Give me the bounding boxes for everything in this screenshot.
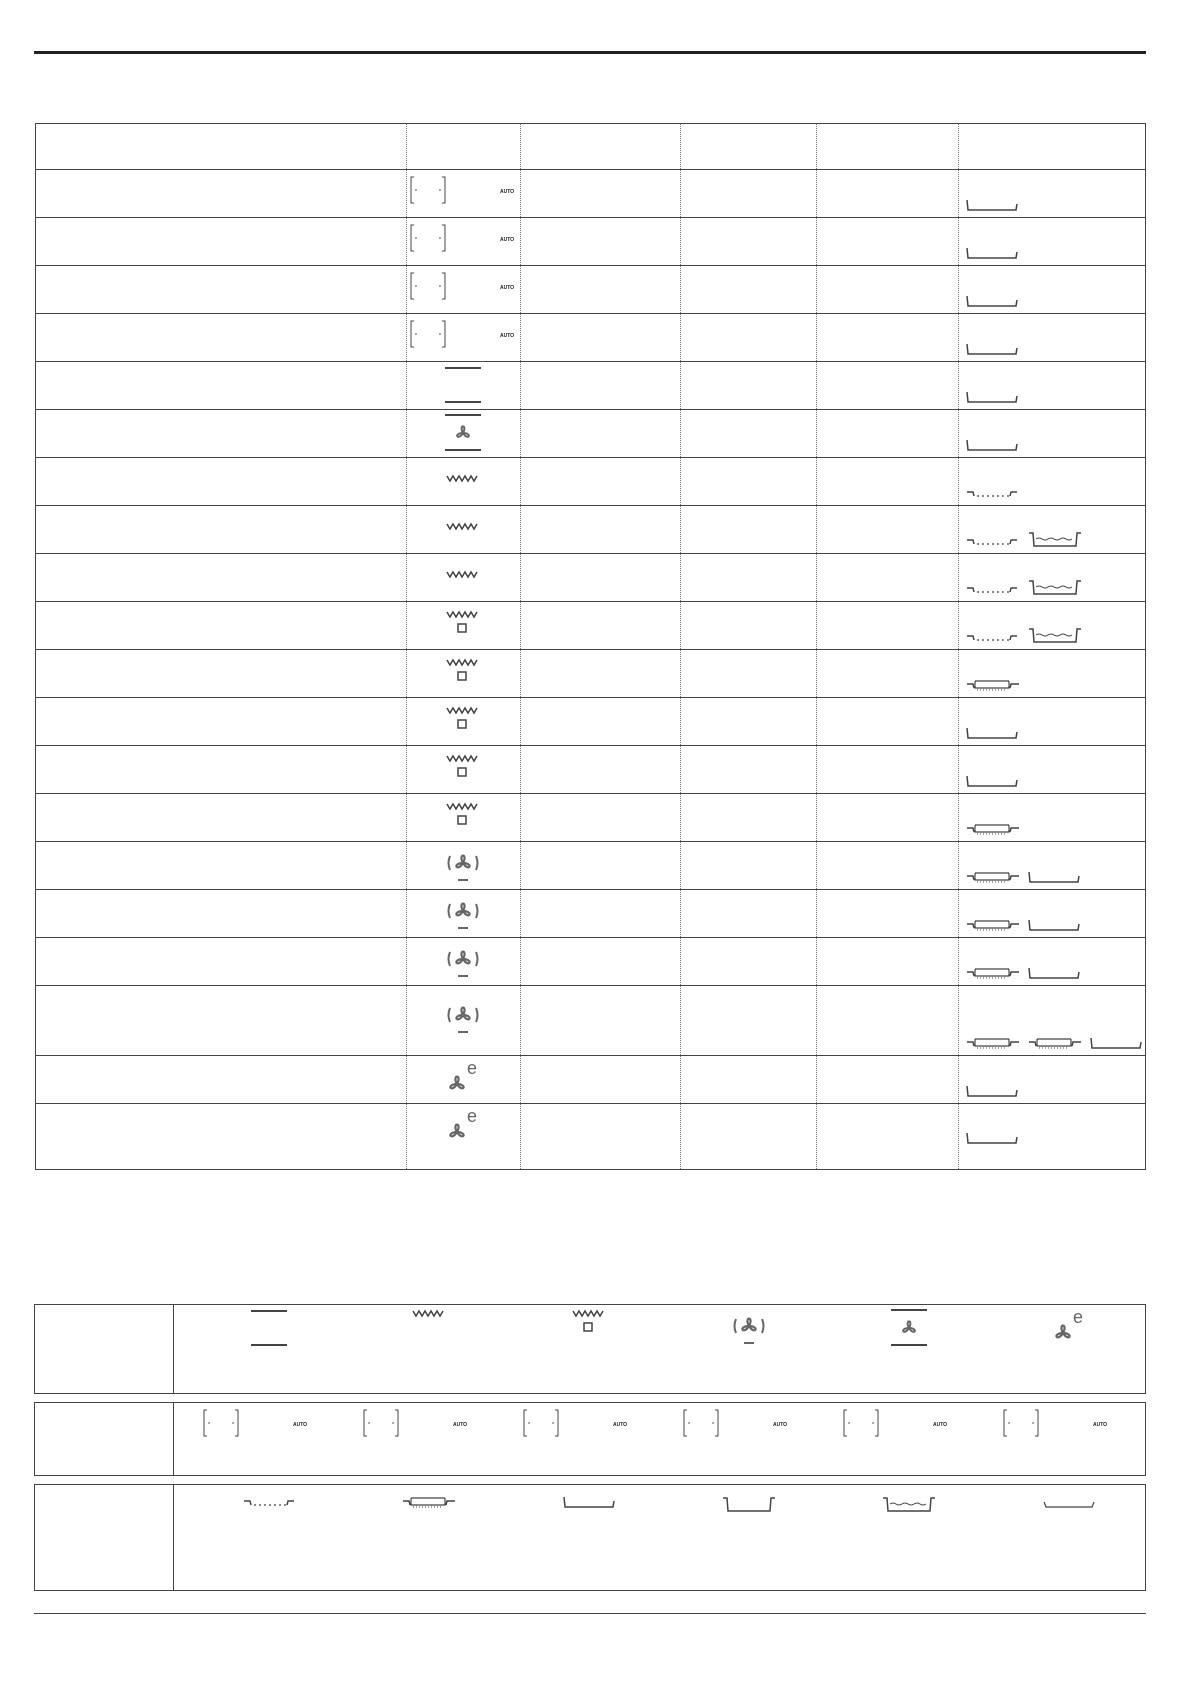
table-row <box>36 601 1145 649</box>
tray-icon <box>965 726 1019 740</box>
tray-icon <box>1027 918 1081 932</box>
eco-fan-icon <box>1047 1307 1091 1349</box>
dial-auto-icon <box>201 1407 311 1439</box>
tray-icon <box>965 1084 1019 1098</box>
table-row <box>36 745 1145 793</box>
grill-small-icon <box>441 800 485 828</box>
dial-auto-icon <box>521 1407 631 1439</box>
table-row <box>36 793 1145 841</box>
bottom-rule <box>34 1613 1146 1614</box>
rack-insert-icon <box>965 870 1021 884</box>
rack-insert-icon <box>401 1495 457 1509</box>
wire-rack-icon <box>965 534 1019 548</box>
svg-text:AUTO: AUTO <box>500 333 515 339</box>
table-row <box>36 361 1145 409</box>
deep-pan-water-icon <box>881 1495 937 1513</box>
table-row <box>36 265 1145 313</box>
table-row <box>36 697 1145 745</box>
grill-icon <box>441 472 485 484</box>
wire-rack-icon <box>242 1495 296 1509</box>
deep-pan-water-icon <box>1027 626 1083 644</box>
dial-auto-icon <box>408 318 518 350</box>
tray-icon <box>965 438 1019 452</box>
table-row <box>36 841 1145 889</box>
dial-auto-icon <box>681 1407 791 1439</box>
dial-auto-icon <box>408 222 518 254</box>
top-bottom-heat-icon <box>247 1307 291 1349</box>
legend-dial-settings <box>34 1402 1146 1476</box>
wire-rack-icon <box>965 486 1019 500</box>
grill-small-icon <box>441 704 485 732</box>
tray-icon <box>965 342 1019 356</box>
settings-table <box>35 123 1146 1170</box>
tray-icon <box>965 246 1019 260</box>
rack-insert-icon <box>965 822 1021 836</box>
table-row <box>36 313 1145 361</box>
svg-text:AUTO: AUTO <box>613 1422 628 1428</box>
rack-insert-icon <box>965 678 1021 692</box>
svg-text:AUTO: AUTO <box>500 237 515 243</box>
table-row <box>36 937 1145 985</box>
deep-pan-icon <box>721 1495 777 1513</box>
tray-icon <box>965 774 1019 788</box>
rack-insert-icon <box>965 1036 1021 1050</box>
grill-small-icon <box>441 752 485 780</box>
tray-icon <box>965 294 1019 308</box>
dial-auto-icon <box>408 270 518 302</box>
tray-icon <box>1027 966 1081 980</box>
hot-air-icon <box>441 996 485 1038</box>
svg-text:AUTO: AUTO <box>453 1422 468 1428</box>
legend-heating-modes <box>34 1304 1146 1394</box>
top-rule <box>34 51 1146 54</box>
grill-icon <box>441 568 485 580</box>
table-row <box>36 553 1145 601</box>
wire-rack-icon <box>965 630 1019 644</box>
tray-icon <box>1027 870 1081 884</box>
svg-text:AUTO: AUTO <box>500 285 515 291</box>
table-row <box>36 457 1145 505</box>
wire-rack-icon <box>965 582 1019 596</box>
hot-air-icon <box>441 844 485 886</box>
legend-divider <box>173 1485 174 1590</box>
legend-divider <box>173 1403 174 1475</box>
table-row <box>36 1103 1145 1150</box>
tray-icon <box>965 198 1019 212</box>
flat-tray-icon <box>1042 1495 1096 1509</box>
dial-auto-icon <box>841 1407 951 1439</box>
eco-fan-icon <box>441 1106 485 1148</box>
svg-text:AUTO: AUTO <box>1093 1422 1108 1428</box>
hot-air-icon <box>441 940 485 982</box>
tray-icon <box>965 1131 1019 1145</box>
table-row <box>36 889 1145 937</box>
grill-icon <box>441 520 485 532</box>
tray-icon <box>965 390 1019 404</box>
dial-auto-icon <box>361 1407 471 1439</box>
table-row <box>36 985 1145 1055</box>
rack-insert-icon <box>965 966 1021 980</box>
grill-small-icon <box>441 656 485 684</box>
top-bottom-fan-icon <box>441 412 485 454</box>
table-row <box>36 169 1145 217</box>
top-bottom-fan-icon <box>887 1307 931 1349</box>
deep-pan-water-icon <box>1027 578 1083 596</box>
legend-divider <box>173 1305 174 1393</box>
grill-small-icon <box>567 1307 611 1335</box>
table-row <box>36 649 1145 697</box>
svg-text:e: e <box>1073 1307 1084 1327</box>
rack-insert-icon <box>965 918 1021 932</box>
tray-icon <box>1089 1036 1143 1050</box>
dial-auto-icon <box>408 174 518 206</box>
svg-text:AUTO: AUTO <box>773 1422 788 1428</box>
grill-small-icon <box>441 608 485 636</box>
hot-air-icon <box>727 1307 771 1349</box>
rack-insert-icon <box>1027 1036 1083 1050</box>
table-row <box>36 505 1145 553</box>
deep-pan-water-icon <box>1027 530 1083 548</box>
dial-auto-icon <box>1001 1407 1111 1439</box>
eco-fan-icon <box>441 1058 485 1100</box>
table-row <box>36 409 1145 457</box>
table-row <box>36 217 1145 265</box>
tray-icon <box>562 1495 616 1509</box>
svg-text:e: e <box>467 1106 478 1126</box>
svg-text:AUTO: AUTO <box>933 1422 948 1428</box>
grill-icon <box>407 1307 451 1319</box>
hot-air-icon <box>441 892 485 934</box>
table-row <box>36 1055 1145 1103</box>
svg-text:AUTO: AUTO <box>293 1422 308 1428</box>
top-bottom-heat-icon <box>441 364 485 406</box>
svg-text:AUTO: AUTO <box>500 189 515 195</box>
svg-text:e: e <box>467 1058 478 1078</box>
legend-accessories <box>34 1484 1146 1591</box>
